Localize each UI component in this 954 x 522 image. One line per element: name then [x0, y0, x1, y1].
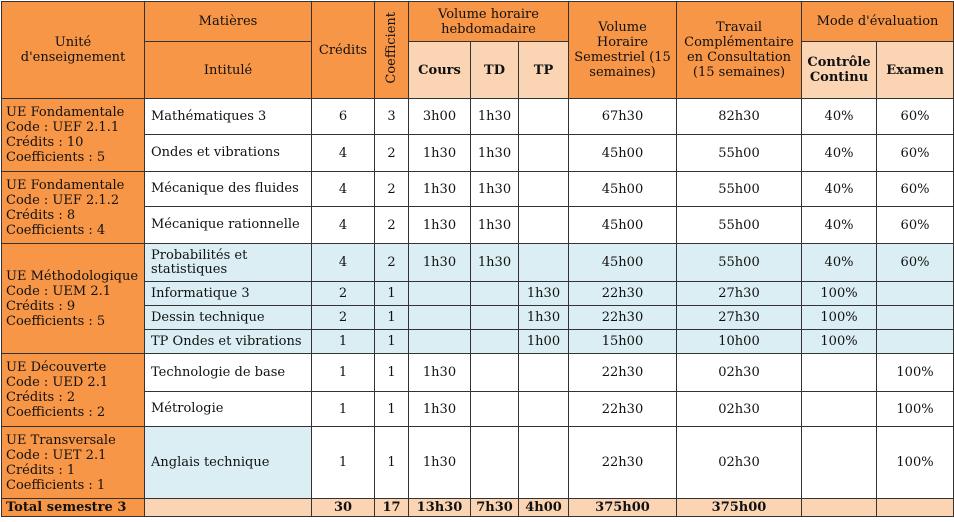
- coef-cell: 2: [375, 135, 409, 172]
- coef-cell: 2: [375, 172, 409, 207]
- header-coefficient: Coefficient: [375, 2, 409, 99]
- total-travail: 375h00: [677, 499, 802, 517]
- td-cell: [471, 282, 519, 306]
- subject-name: Mathématiques 3: [145, 99, 312, 135]
- credits-cell: 6: [312, 99, 375, 135]
- vhs-cell: 45h00: [569, 207, 677, 244]
- coef-cell: 1: [375, 306, 409, 330]
- travail-cell: 55h00: [677, 135, 802, 172]
- examen-cell: 60%: [877, 244, 954, 282]
- coef-cell: 1: [375, 392, 409, 427]
- tp-cell: [519, 207, 569, 244]
- coef-cell: 2: [375, 207, 409, 244]
- table-row: [2, 244, 954, 282]
- td-cell: 1h30: [471, 99, 519, 135]
- examen-cell: [877, 306, 954, 330]
- td-cell: 1h30: [471, 135, 519, 172]
- ue-cell: UE Fondamentale Code : UEF 2.1.1 Crédits : 10 Coefficients : 5: [2, 99, 145, 172]
- credits-cell: 1: [312, 392, 375, 427]
- cc-cell: 40%: [802, 172, 877, 207]
- cc-cell: [802, 427, 877, 499]
- vhs-cell: 45h00: [569, 172, 677, 207]
- credits-cell: 1: [312, 354, 375, 392]
- examen-cell: 60%: [877, 99, 954, 135]
- tp-cell: [519, 354, 569, 392]
- travail-cell: 82h30: [677, 99, 802, 135]
- total-coef: 17: [375, 499, 409, 517]
- total-vhs: 375h00: [569, 499, 677, 517]
- td-cell: [471, 354, 519, 392]
- cc-cell: 40%: [802, 207, 877, 244]
- travail-cell: 02h30: [677, 427, 802, 499]
- tp-cell: [519, 427, 569, 499]
- examen-cell: 100%: [877, 392, 954, 427]
- cc-cell: 100%: [802, 330, 877, 354]
- table-row: [2, 330, 954, 354]
- td-cell: [471, 427, 519, 499]
- cc-cell: 100%: [802, 282, 877, 306]
- travail-cell: 10h00: [677, 330, 802, 354]
- header-mode-evaluation: Mode d'évaluation: [802, 2, 954, 42]
- cours-cell: [409, 330, 471, 354]
- cc-cell: 40%: [802, 244, 877, 282]
- vhs-cell: 22h30: [569, 306, 677, 330]
- td-cell: 1h30: [471, 172, 519, 207]
- vhs-cell: 22h30: [569, 427, 677, 499]
- coef-cell: 2: [375, 244, 409, 282]
- vhs-cell: 45h00: [569, 244, 677, 282]
- header-matieres: Matières: [145, 2, 312, 42]
- cc-cell: 100%: [802, 306, 877, 330]
- header-volume-hebdo: Volume horaire hebdomadaire: [409, 2, 569, 42]
- header-td: TD: [471, 42, 519, 99]
- td-cell: [471, 392, 519, 427]
- subject-name: Dessin technique: [145, 306, 312, 330]
- ue-cell: UE Méthodologique Code : UEM 2.1 Crédits : 9 Coefficients : 5: [2, 244, 145, 354]
- cours-cell: 1h30: [409, 207, 471, 244]
- subject-name: Technologie de base: [145, 354, 312, 392]
- vhs-cell: 22h30: [569, 392, 677, 427]
- subject-name: Métrologie: [145, 392, 312, 427]
- total-credits: 30: [312, 499, 375, 517]
- cours-cell: 1h30: [409, 135, 471, 172]
- examen-cell: 60%: [877, 172, 954, 207]
- table-row: [2, 99, 954, 135]
- table-row: [2, 392, 954, 427]
- travail-cell: 27h30: [677, 306, 802, 330]
- header-cours: Cours: [409, 42, 471, 99]
- vhs-cell: 15h00: [569, 330, 677, 354]
- cours-cell: [409, 282, 471, 306]
- table-row: [2, 207, 954, 244]
- ue-cell: UE Découverte Code : UED 2.1 Crédits : 2 Coefficients : 2: [2, 354, 145, 427]
- table-row: [2, 135, 954, 172]
- cc-cell: 40%: [802, 99, 877, 135]
- td-cell: [471, 306, 519, 330]
- examen-cell: [877, 282, 954, 306]
- subject-name: Mécanique rationnelle: [145, 207, 312, 244]
- vhs-cell: 67h30: [569, 99, 677, 135]
- tp-cell: 1h30: [519, 306, 569, 330]
- total-td: 7h30: [471, 499, 519, 517]
- total-tp: 4h00: [519, 499, 569, 517]
- cours-cell: 1h30: [409, 172, 471, 207]
- cc-cell: [802, 392, 877, 427]
- subject-name: Probabilités et statistiques: [145, 244, 312, 282]
- coef-cell: 1: [375, 427, 409, 499]
- semester-table: [1, 1, 954, 517]
- ue-cell: UE Fondamentale Code : UEF 2.1.2 Crédits : 8 Coefficients : 4: [2, 172, 145, 244]
- vhs-cell: 22h30: [569, 282, 677, 306]
- subject-name: Ondes et vibrations: [145, 135, 312, 172]
- tp-cell: [519, 392, 569, 427]
- examen-cell: 100%: [877, 354, 954, 392]
- coef-cell: 3: [375, 99, 409, 135]
- examen-cell: 60%: [877, 207, 954, 244]
- td-cell: [471, 330, 519, 354]
- cours-cell: [409, 306, 471, 330]
- cours-cell: 3h00: [409, 99, 471, 135]
- ue-cell: UE Transversale Code : UET 2.1 Crédits : 1 Coefficients : 1: [2, 427, 145, 499]
- table-row: [2, 172, 954, 207]
- examen-cell: 100%: [877, 427, 954, 499]
- credits-cell: 1: [312, 330, 375, 354]
- tp-cell: 1h00: [519, 330, 569, 354]
- td-cell: 1h30: [471, 244, 519, 282]
- tp-cell: [519, 244, 569, 282]
- travail-cell: 02h30: [677, 392, 802, 427]
- tp-cell: [519, 99, 569, 135]
- subject-name: Mécanique des fluides: [145, 172, 312, 207]
- header-tp: TP: [519, 42, 569, 99]
- credits-cell: 4: [312, 172, 375, 207]
- header-examen: Examen: [877, 42, 954, 99]
- coef-cell: 1: [375, 330, 409, 354]
- travail-cell: 27h30: [677, 282, 802, 306]
- cc-cell: [802, 354, 877, 392]
- examen-cell: 60%: [877, 135, 954, 172]
- cours-cell: 1h30: [409, 244, 471, 282]
- coef-cell: 1: [375, 354, 409, 392]
- table-row: [2, 427, 954, 499]
- subject-name: TP Ondes et vibrations: [145, 330, 312, 354]
- header-controle-continu: Contrôle Continu: [802, 42, 877, 99]
- travail-cell: 55h00: [677, 207, 802, 244]
- travail-cell: 55h00: [677, 172, 802, 207]
- header-volume-semestriel: Volume Horaire Semestriel (15 semaines): [569, 2, 677, 99]
- cours-cell: 1h30: [409, 427, 471, 499]
- header-unite: Unité d'enseignement: [2, 2, 145, 99]
- total-row: [2, 499, 954, 517]
- credits-cell: 4: [312, 135, 375, 172]
- total-examen: [877, 499, 954, 517]
- tp-cell: [519, 172, 569, 207]
- total-cc: [802, 499, 877, 517]
- credits-cell: 4: [312, 207, 375, 244]
- credits-cell: 2: [312, 306, 375, 330]
- travail-cell: 55h00: [677, 244, 802, 282]
- examen-cell: [877, 330, 954, 354]
- table-row: [2, 354, 954, 392]
- credits-cell: 1: [312, 427, 375, 499]
- cours-cell: 1h30: [409, 354, 471, 392]
- td-cell: 1h30: [471, 207, 519, 244]
- cours-cell: 1h30: [409, 392, 471, 427]
- header-credits: Crédits: [312, 2, 375, 99]
- subject-name: Informatique 3: [145, 282, 312, 306]
- table-row: [2, 282, 954, 306]
- coef-cell: 1: [375, 282, 409, 306]
- cc-cell: 40%: [802, 135, 877, 172]
- table-row: [2, 306, 954, 330]
- subject-name: Anglais technique: [145, 427, 312, 499]
- credits-cell: 2: [312, 282, 375, 306]
- total-label: Total semestre 3: [2, 499, 145, 517]
- tp-cell: 1h30: [519, 282, 569, 306]
- tp-cell: [519, 135, 569, 172]
- credits-cell: 4: [312, 244, 375, 282]
- total-cours: 13h30: [409, 499, 471, 517]
- vhs-cell: 22h30: [569, 354, 677, 392]
- travail-cell: 02h30: [677, 354, 802, 392]
- header-intitule: Intitulé: [145, 42, 312, 99]
- vhs-cell: 45h00: [569, 135, 677, 172]
- header-travail-complementaire: Travail Complémentaire en Consultation (15 semaines): [677, 2, 802, 99]
- total-spacer: [145, 499, 312, 517]
